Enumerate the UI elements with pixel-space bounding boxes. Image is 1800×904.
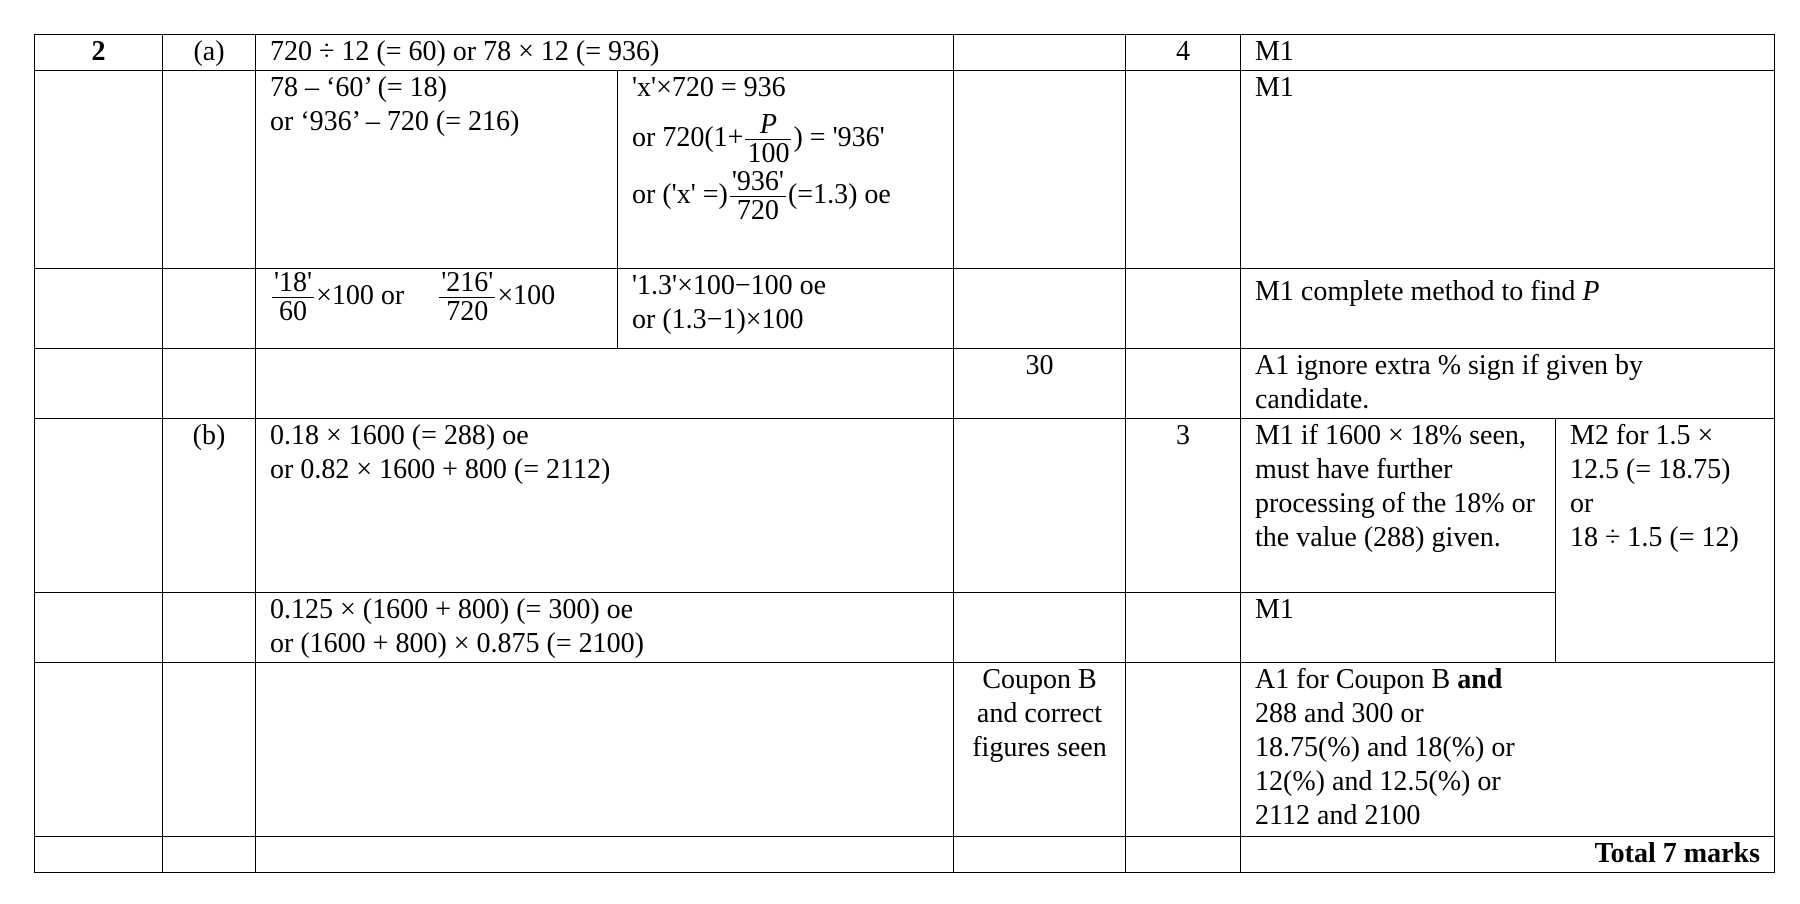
empty-cell [163,269,256,349]
mark-cell: 4 [1126,35,1241,71]
working-line: or ‘936’ – 720 (= 216) [270,106,520,137]
empty-cell [163,349,256,419]
working-line: 0.18 × 1600 (= 288) oe [270,420,529,451]
alt-working-line [632,168,939,225]
mark-cell [1126,269,1241,349]
answer-cell [954,663,1126,837]
fraction-numerator: '936' [731,166,784,197]
fraction [439,269,495,326]
mark-cell: 3 [1126,419,1241,593]
part-label-b: (b) [163,419,256,593]
answer-cell [954,419,1126,593]
question-number: 2 [35,35,163,71]
alt-working-line: 'x'×720 = 936 [632,72,786,103]
empty-cell [35,837,163,873]
fraction-numerator: '18' [274,268,313,298]
fraction-denominator: 720 [446,296,489,327]
mark-cell [1126,349,1241,419]
notes-text: M1 complete method to find [1255,276,1583,307]
table-row [35,71,1775,269]
notes-cell [1241,349,1775,419]
empty-cell [35,663,163,837]
answer-cell: 30 [954,349,1126,419]
notes-line [1255,663,1760,697]
notes-line: 18.75(%) and 18(%) or [1255,732,1515,763]
part-label-a: (a) [163,35,256,71]
math-text: or ('x' =) [632,178,728,210]
notes-line: 288 and 300 or [1255,698,1424,729]
table-row [35,837,1775,873]
notes-bold: and [1457,664,1503,695]
working-line: or 0.82 × 1600 + 800 (= 2112) [270,454,611,485]
math-text: ×100 [497,279,556,311]
working-line: 0.125 × (1600 + 800) (= 300) oe [270,594,634,625]
alt-notes-line: or [1570,488,1594,519]
working-line: 78 – ‘60’ (= 18) [270,72,448,103]
fraction [745,111,791,168]
notes-cell [1241,269,1775,349]
alt-notes-line: M2 for 1.5 × 12.5 (= 18.75) [1570,420,1731,485]
table-row [35,269,1775,349]
notes-text: M1 if 1600 × 18% seen, must have further processing of the 18% or the value (288) given. [1255,420,1535,553]
fraction-numerator: P [745,111,791,140]
table-row [35,349,1775,419]
fraction-denominator: 60 [279,296,308,327]
math-text: ×100 or [316,279,405,311]
notes-text: A1 for Coupon B [1255,664,1458,695]
notes-line: 2112 and 2100 [1255,800,1421,831]
math-text: or 720(1+ [632,121,744,153]
notes-cell: M1 [1241,593,1556,663]
fraction [730,168,786,225]
working-cell [256,663,954,837]
empty-cell [35,593,163,663]
answer-cell [954,35,1126,71]
answer-cell [954,71,1126,269]
math-text: ) = '936' [793,121,885,153]
table-row [35,35,1775,71]
working-cell [256,349,954,419]
mark-cell [1126,593,1241,663]
notes-cell [1241,419,1556,593]
alt-working-line [632,111,939,168]
working-cell [256,269,618,349]
alt-working-line: or (1.3−1)×100 [632,304,804,335]
total-marks: Total 7 marks [1241,837,1775,873]
table-row [35,593,1775,663]
mark-scheme-table [34,34,1775,873]
notes-cell: M1 [1241,35,1775,71]
working-cell [256,35,954,71]
notes-cell: M1 [1241,71,1775,269]
empty-cell [35,269,163,349]
empty-cell [35,71,163,269]
empty-cell [35,349,163,419]
notes-cell [1241,663,1775,837]
alt-working-cell [618,71,954,269]
fraction-numerator: '216' [441,268,494,298]
working-cell [256,593,954,663]
fraction [272,269,314,326]
mark-cell [1126,663,1241,837]
alt-notes-cell [1556,419,1775,663]
working-line [270,269,603,326]
table-row [35,419,1775,593]
mark-cell [1126,837,1241,873]
fraction-denominator: 720 [736,195,779,226]
empty-cell [163,837,256,873]
empty-cell [35,419,163,593]
working-cell [256,71,618,269]
notes-variable: P [1582,276,1600,307]
working-line: or (1600 + 800) × 0.875 (= 2100) [270,628,644,659]
math-text: (=1.3) oe [787,178,891,210]
alt-notes-line: 18 ÷ 1.5 (= 12) [1570,522,1739,553]
notes-line: 12(%) and 12.5(%) or [1255,766,1501,797]
working-text: 720 ÷ 12 (= 60) or 78 × 12 (= 936) [270,36,660,67]
empty-cell [163,593,256,663]
working-cell [256,837,954,873]
answer-cell [954,837,1126,873]
answer-text: Coupon B and correct figures seen [972,664,1107,763]
fraction-denominator: 100 [747,138,790,169]
notes-text: A1 ignore extra % sign if given by candidate. [1255,350,1644,415]
answer-cell [954,593,1126,663]
working-cell [256,419,954,593]
empty-cell [163,663,256,837]
alt-working-cell [618,269,954,349]
answer-cell [954,269,1126,349]
empty-cell [163,71,256,269]
alt-working-line: '1.3'×100−100 oe [632,270,827,301]
mark-cell [1126,71,1241,269]
table-row [35,663,1775,837]
